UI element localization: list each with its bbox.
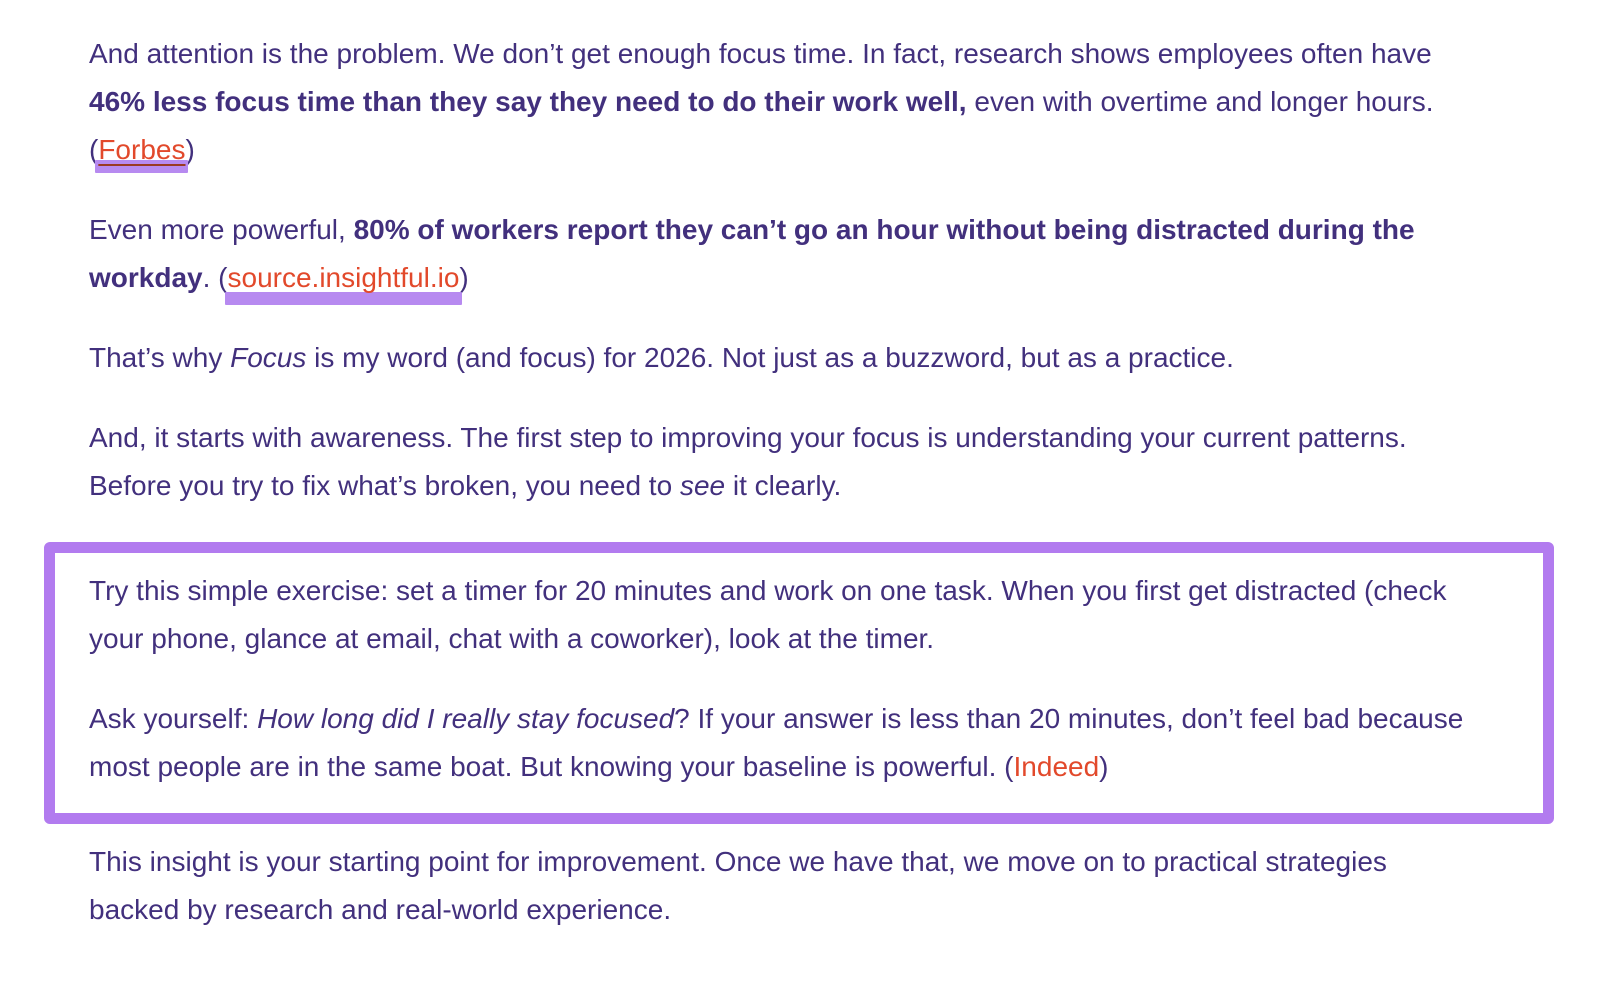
text-segment: Ask yourself: <box>89 703 258 734</box>
text-segment: even with overtime and longer hours. ( <box>89 86 1434 165</box>
text-segment: ? If your answer is less than 20 minutes, don’t feel bad because most people are in the same boat. But knowing your baseline is powerful. ( <box>89 703 1464 782</box>
paragraph-word-of-year <box>89 334 1440 382</box>
text-segment: ) <box>459 262 469 293</box>
text-segment: This insight is your starting point for improvement. Once we have that, we move on to practical strategies backed by research and real-world experience. <box>89 846 1387 925</box>
italic-text-segment: Focus <box>230 342 307 373</box>
paragraph-timer-exercise <box>89 567 1499 663</box>
highlight-annotation-box <box>44 542 1554 824</box>
bold-text-segment: 80% of workers report they can’t go an hour without being distracted during the workday <box>89 214 1415 293</box>
insightful-link[interactable]: source.insightful.io <box>227 262 460 293</box>
text-segment: ) <box>185 134 195 165</box>
paragraph-awareness <box>89 414 1440 510</box>
forbes-link[interactable]: Forbes <box>98 134 186 165</box>
paragraph-distraction-stat <box>89 206 1440 302</box>
italic-text-segment: see <box>679 470 726 501</box>
text-segment: it clearly. <box>725 470 842 501</box>
text-segment: Even more powerful, <box>89 214 354 245</box>
text-segment: Try this simple exercise: set a timer for 20 minutes and work on one task. When you first get distracted (check your phone, glance at email, chat with a coworker), look at the timer. <box>89 575 1447 654</box>
article-content <box>0 30 1600 934</box>
italic-text-segment: How long did I really stay focused <box>257 703 675 734</box>
paragraph-focus-time-stat <box>89 30 1440 174</box>
text-segment: And, it starts with awareness. The first step to improving your focus is understanding your current patterns. Before you try to fix what’s broken, you need to <box>89 422 1407 501</box>
text-segment: is my word (and focus) for 2026. Not just as a buzzword, but as a practice. <box>306 342 1234 373</box>
indeed-link[interactable]: Indeed <box>1013 751 1100 782</box>
paragraph-ask-yourself <box>89 695 1499 791</box>
text-segment: And attention is the problem. We don’t get enough focus time. In fact, research shows employees often have <box>89 38 1432 69</box>
bold-text-segment: 46% less focus time than they say they need to do their work well, <box>89 86 967 117</box>
text-segment: That’s why <box>89 342 231 373</box>
text-segment: ) <box>1099 751 1109 782</box>
paragraph-starting-point <box>89 838 1440 934</box>
text-segment: . ( <box>202 262 228 293</box>
